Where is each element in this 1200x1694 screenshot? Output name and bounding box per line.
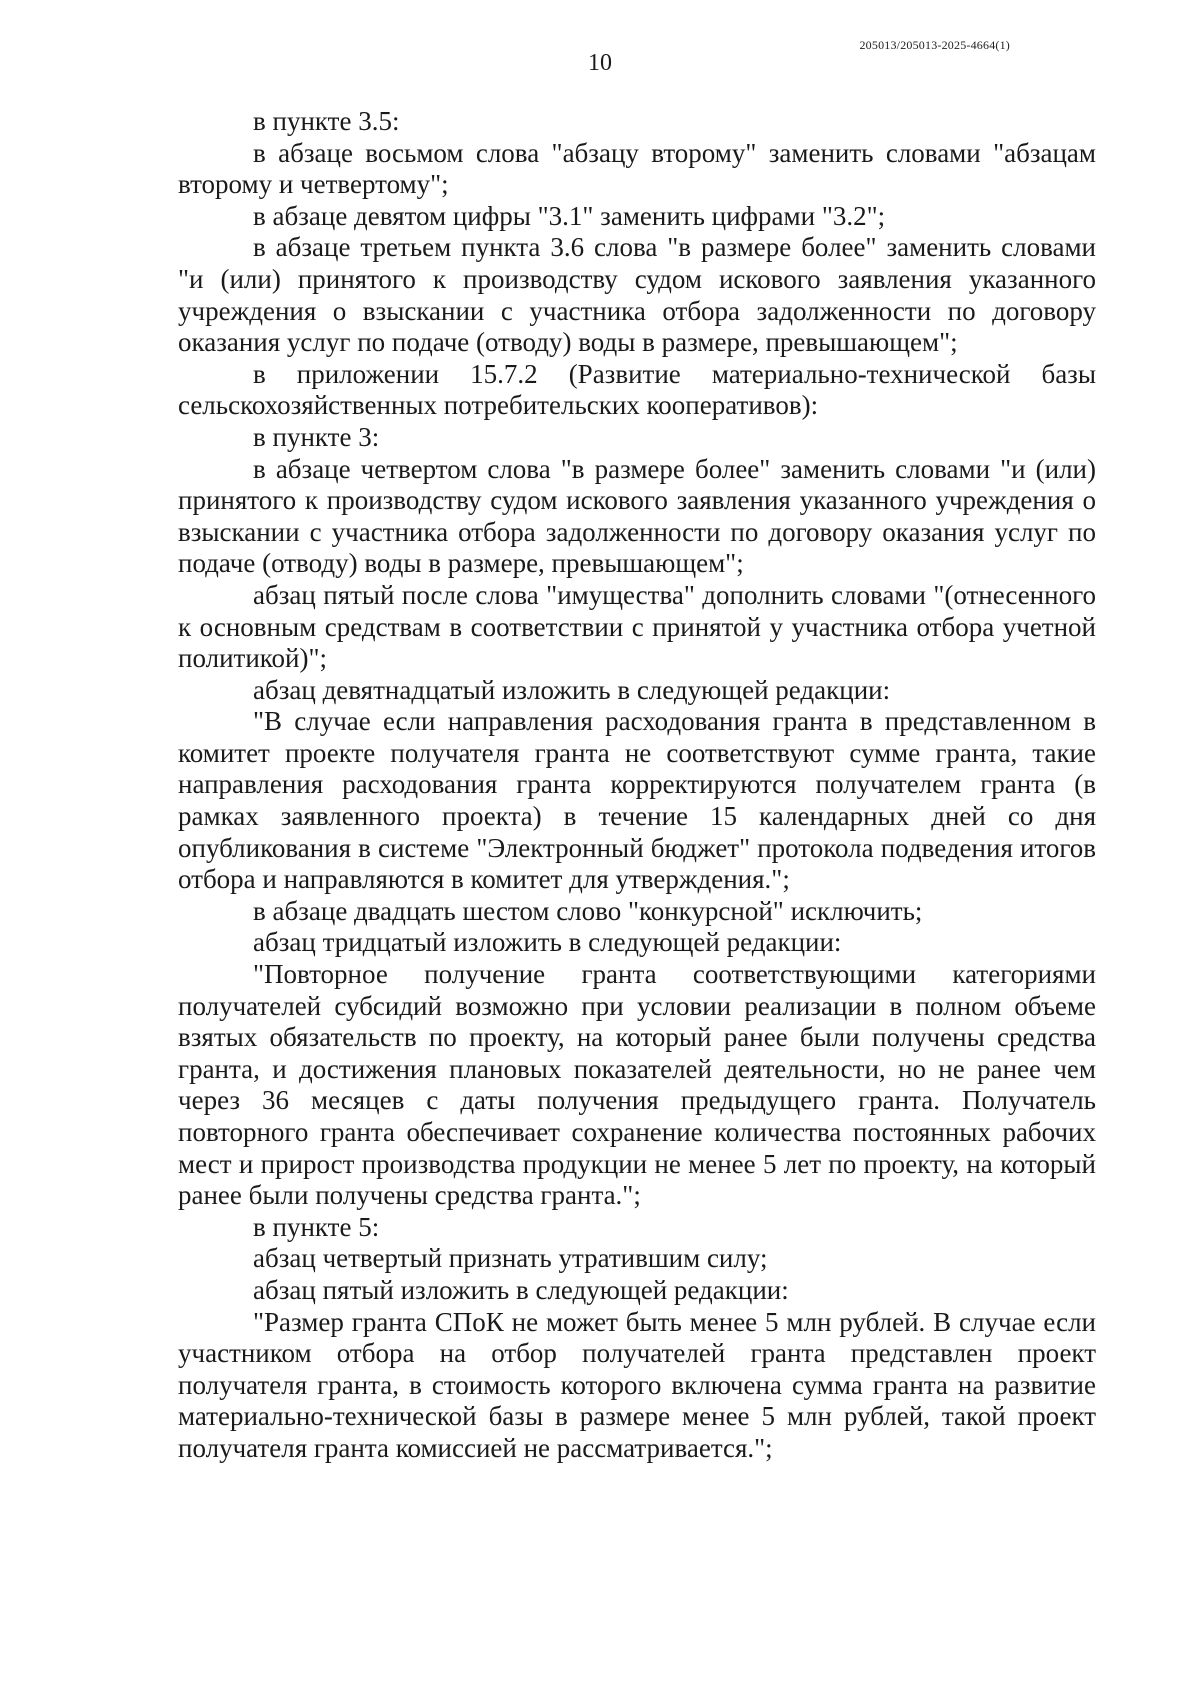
paragraph: абзац девятнадцатый изложить в следующей редакции: — [253, 674, 891, 705]
paragraph: в абзаце девятом цифры "3.1" заменить цифрами "3.2"; — [253, 200, 886, 231]
paragraph: "В случае если направления расходования гранта в представленном в комитет проекте получателя гранта не соответствуют сумме гранта, такие направления расходования гранта корректируются получателем гранта (в рамках заявленного проекта) в течение 15 календарных дней со дня опубликования в системе "Электронный бюджет" протокола подведения итогов отбора и направляются в комитет для утверждения."; — [178, 706, 1096, 895]
paragraph: "Размер гранта СПоК не может быть менее 5 млн рублей. В случае если участником отбора на отбор получателей гранта представлен проект получателя гранта, в стоимость которого включена сумма гранта на развитие материально-технической базы в размере менее 5 млн рублей, такой проект получателя гранта комиссией не рассматривается."; — [178, 1306, 1096, 1463]
document-body — [178, 106, 1096, 1465]
paragraph: в пункте 5: — [253, 1211, 380, 1242]
paragraph: в пункте 3.5: — [253, 106, 400, 136]
document-id: 205013/205013-2025-4664(1) — [859, 38, 1010, 52]
paragraph: в абзаце третьем пункта 3.6 слова "в размере более" заменить словами "и (или) принятого к производству судом искового заявления указанного учреждения о взыскании с участника отбора задолженности по договору оказания услуг по подаче (отводу) воды в размере, превышающем"; — [178, 232, 1096, 358]
paragraph: в абзаце четвертом слова "в размере более" заменить словами "и (или) принятого к производству судом искового заявления указанного учреждения о взыскании с участника отбора задолженности по договору оказания услуг по подаче (отводу) воды в размере, превышающем"; — [178, 453, 1096, 579]
paragraph: абзац четвертый признать утратившим силу; — [253, 1243, 768, 1274]
paragraph: в абзаце двадцать шестом слово "конкурсной" исключить; — [253, 895, 923, 926]
paragraph: абзац тридцатый изложить в следующей редакции: — [253, 927, 842, 958]
page-number: 10 — [588, 50, 612, 76]
paragraph: абзац пятый изложить в следующей редакции: — [253, 1274, 789, 1305]
paragraph: в абзаце восьмом слова "абзацу второму" заменить словами "абзацам второму и четвертому"; — [178, 137, 1096, 200]
paragraph: абзац пятый после слова "имущества" дополнить словами "(отнесенного к основным средствам в соответствии с принятой у участника отбора учетной политикой)"; — [178, 579, 1096, 674]
paragraph: в пункте 3: — [253, 421, 380, 452]
paragraph: в приложении 15.7.2 (Развитие материально-технической базы сельскохозяйственных потребительских кооперативов): — [178, 358, 1096, 421]
paragraph: "Повторное получение гранта соответствующими категориями получателей субсидий возможно при условии реализации в полном объеме взятых обязательств по проекту, на который ранее были получены средства гранта, и достижения плановых показателей деятельности, но не ранее чем через 36 месяцев с даты получения предыдущего гранта. Получатель повторного гранта обеспечивает сохранение количества постоянных рабочих мест и прирост производства продукции не менее 5 лет по проекту, на который ранее были получены средства гранта."; — [178, 959, 1096, 1211]
